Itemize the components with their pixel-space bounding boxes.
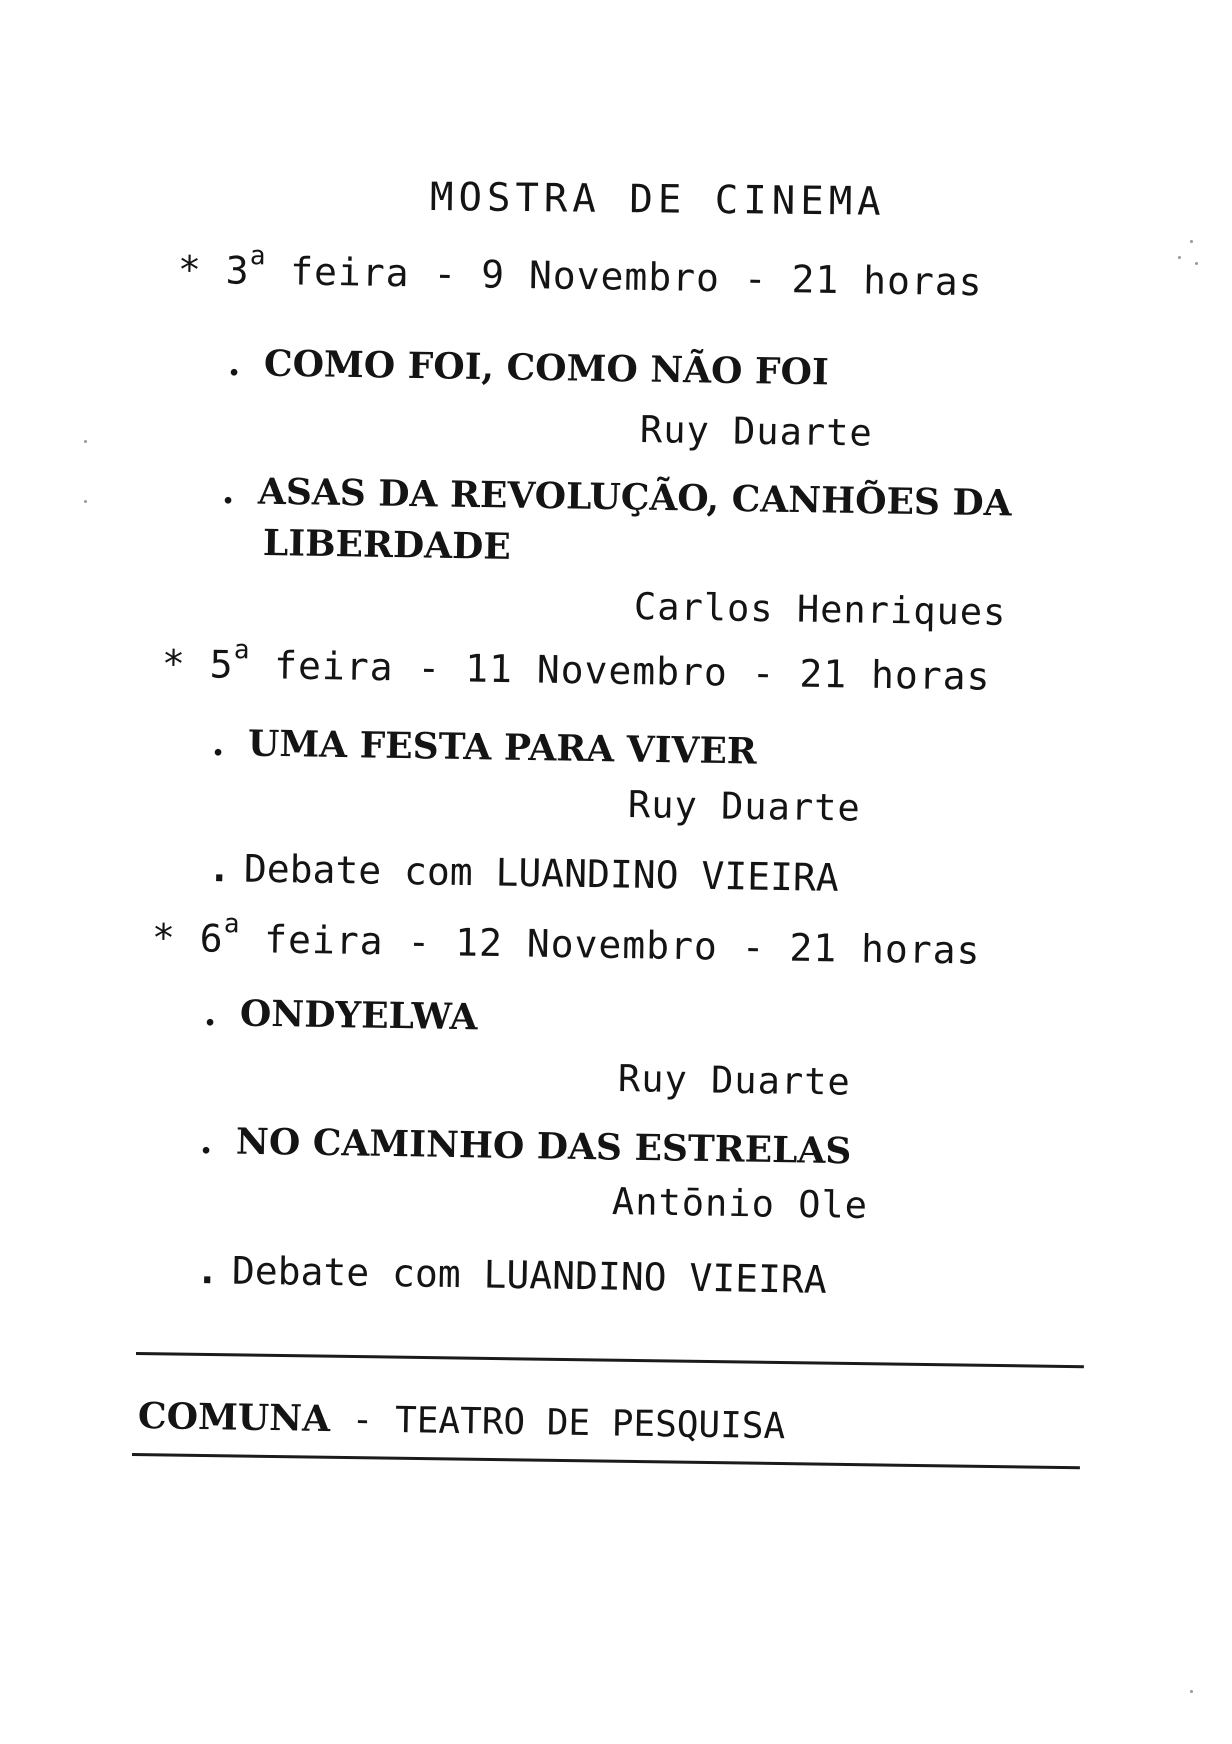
document-title: MOSTRA DE CINEMA [429,175,886,225]
film-title: COMO FOI, COMO NÃO FOI [263,342,830,394]
debate-entry [208,846,839,900]
bullet: . [207,846,232,891]
film-title-continued: LIBERDADE [262,522,512,568]
day-ordinal: a [223,909,241,940]
film-entry [222,470,1012,524]
session-marker: * [177,247,203,293]
debate-entry [196,1248,827,1302]
footer [138,1395,786,1447]
scan-speck [84,500,87,503]
scan-speck [1190,1690,1193,1693]
session-heading [161,635,991,699]
session-marker: * [151,915,177,961]
film-entry [212,722,757,773]
film-title: ONDYELWA [239,992,478,1039]
scan-speck [1195,262,1198,265]
film-director: Ruy Duarte [617,1057,852,1104]
film-title: NO CAMINHO DAS ESTRELAS [235,1120,852,1173]
film-entry [228,342,829,393]
debate-text: Debate com LUANDINO VIEIRA [243,846,840,900]
scan-speck [1178,256,1181,259]
film-title: ASAS DA REVOLUÇÃO, CANHÕES DA [257,470,1012,525]
day-ordinal: a [249,241,267,272]
debate-text: Debate com LUANDINO VIEIRA [231,1248,828,1302]
film-director: Ruy Duarte [639,408,874,455]
film-entry [204,992,478,1038]
bullet: . [221,470,235,513]
bullet: . [203,992,217,1035]
footer-rule-bottom [132,1453,1080,1469]
film-director: Ruy Duarte [627,783,862,830]
session-heading [151,909,981,973]
film-title: UMA FESTA PARA VIVER [247,722,758,773]
bullet: . [195,1248,220,1293]
session-heading [177,241,983,305]
footer-separator: - [329,1399,396,1442]
film-entry [200,1120,852,1172]
session-marker: * [161,641,187,687]
scan-speck [1190,240,1193,243]
day-details: feira - 9 Novembro - 21 horas [265,249,983,305]
day-number: 6 [199,916,224,961]
footer-subtitle: TEATRO DE PESQUISA [394,1400,786,1448]
day-number: 3 [225,248,250,293]
day-details: feira - 11 Novembro - 21 horas [249,643,991,699]
day-details: feira - 12 Novembro - 21 horas [239,917,981,973]
footer-rule-top [136,1352,1084,1368]
day-ordinal: a [233,635,251,666]
bullet: . [199,1120,213,1163]
film-director: Carlos Henriques [633,585,1007,634]
scan-speck [84,440,87,443]
bullet: . [227,342,241,385]
film-director: Antōnio Ole [611,1180,869,1228]
bullet: . [211,722,225,765]
day-number: 5 [209,642,234,687]
footer-name: COMUNA [137,1395,331,1441]
